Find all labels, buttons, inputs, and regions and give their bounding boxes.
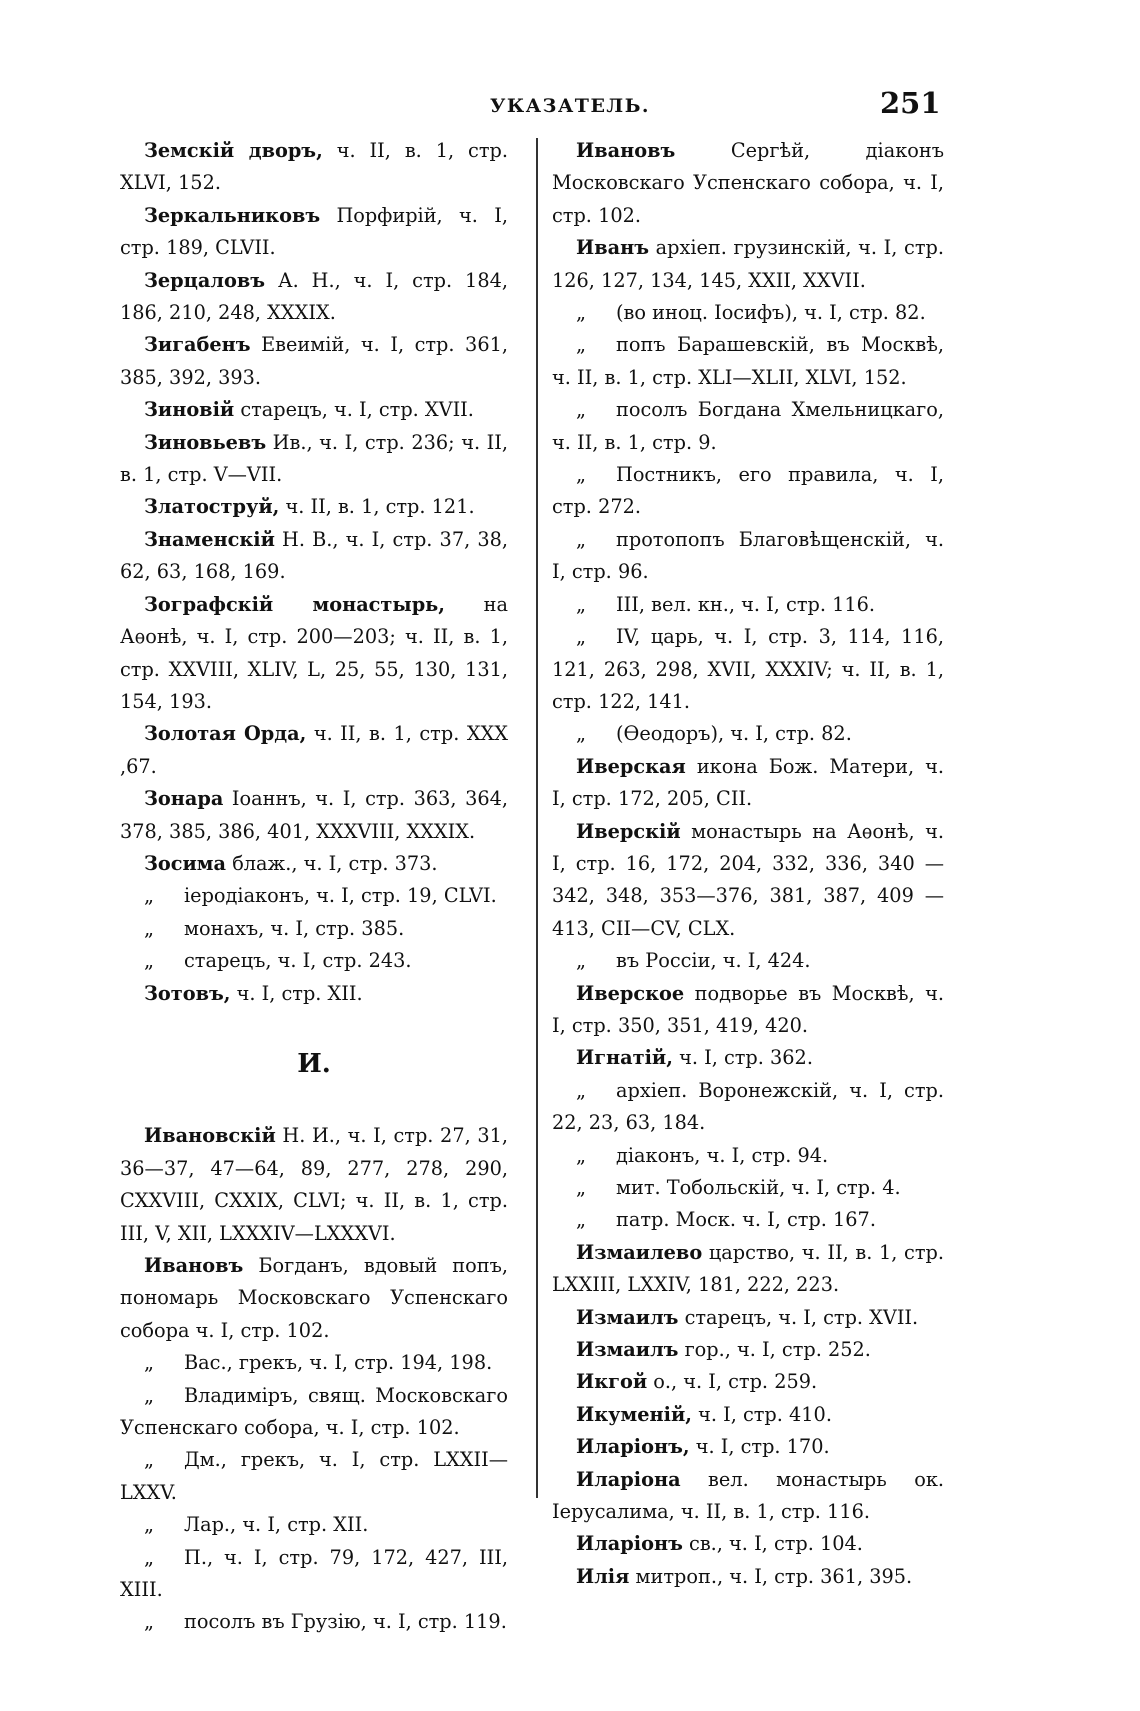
- ditto-mark: „: [576, 301, 586, 325]
- entry-text: діаконъ, ч. I, стр. 94.: [616, 1143, 829, 1167]
- index-entry: [552, 1334, 944, 1366]
- index-subentry: [552, 394, 944, 459]
- entry-headword: Иларіона: [576, 1467, 681, 1491]
- index-subentry: [552, 1075, 944, 1140]
- index-entry: [120, 491, 508, 523]
- entry-text: въ Россіи, ч. I, 424.: [616, 949, 811, 973]
- entry-headword: Зосима: [144, 851, 227, 875]
- index-subentry: [120, 1444, 508, 1509]
- entry-text: Дм., грекъ, ч. I, стр. LXXII—LXXV.: [120, 1448, 508, 1504]
- index-subentry: [120, 1380, 508, 1445]
- ditto-mark: „: [144, 1383, 154, 1407]
- index-entry: [552, 1399, 944, 1431]
- entry-text: на Аѳонѣ, ч. I, стр. 200—203; ч. II, в. 1, стр. XXVIII, XLIV, L, 25, 55, 130, 131, 154, 193.: [120, 592, 508, 713]
- entry-text: посолъ Богдана Хмельницкаго, ч. II, в. 1, стр. 9.: [552, 398, 944, 454]
- entry-text: іеродіаконъ, ч. I, стр. 19, CLVI.: [184, 884, 497, 908]
- ditto-mark: „: [144, 884, 154, 908]
- ditto-mark: „: [576, 722, 586, 746]
- column-divider: [536, 138, 538, 1498]
- entry-headword: Ивановъ: [144, 1254, 244, 1277]
- index-entry: [552, 751, 944, 816]
- index-entry: [552, 135, 944, 232]
- entry-headword: Земскій дворъ,: [144, 139, 323, 162]
- index-entry: [120, 978, 508, 1010]
- entry-headword: Зонара: [144, 787, 224, 811]
- ditto-mark: „: [144, 1545, 154, 1569]
- page-header-title: УКАЗАТЕЛЬ.: [489, 95, 651, 117]
- index-subentry: [552, 329, 944, 394]
- entry-text: ч. I, стр. 170.: [689, 1435, 830, 1459]
- ditto-mark: „: [576, 398, 586, 422]
- index-entry: [120, 135, 508, 200]
- entry-headword: Зеркальниковъ: [144, 203, 321, 227]
- entry-headword: Измаилъ: [576, 1338, 679, 1362]
- entry-headword: Илія: [576, 1564, 630, 1588]
- entry-headword: Ивановъ: [576, 139, 676, 162]
- index-entry: [552, 232, 944, 297]
- ditto-mark: „: [576, 463, 586, 487]
- index-subentry: [120, 1606, 508, 1638]
- ditto-mark: „: [144, 1513, 154, 1537]
- entry-text: гор., ч. I, стр. 252.: [678, 1338, 871, 1362]
- index-entry: [120, 427, 508, 492]
- index-entry: [120, 329, 508, 394]
- index-entry: [120, 1120, 508, 1250]
- entry-text: патр. Моск. ч. I, стр. 167.: [616, 1208, 876, 1232]
- ditto-mark: „: [576, 592, 586, 616]
- ditto-mark: „: [144, 1351, 154, 1375]
- index-entry: [552, 1464, 944, 1529]
- entry-headword: Икгой: [576, 1370, 648, 1394]
- entry-text: архіеп. Воронежскій, ч. I, стр. 22, 23, 63, 184.: [552, 1078, 944, 1135]
- entry-text: митроп., ч. I, стр. 361, 395.: [629, 1564, 913, 1588]
- entry-text: III, вел. кн., ч. I, стр. 116.: [616, 592, 876, 616]
- entry-text: Порфирій, ч. I, стр. 189, CLVII.: [120, 203, 508, 260]
- ditto-mark: „: [576, 527, 586, 551]
- entry-headword: Зотовъ,: [144, 981, 231, 1005]
- entry-text: Ив., ч. I, стр. 236; ч. II, в. 1, стр. V—VII.: [120, 430, 508, 487]
- index-subentry: [120, 1542, 508, 1607]
- entry-text: протопопъ Благовѣщенскій, ч. I, стр. 96.: [552, 527, 944, 584]
- index-entry: [120, 848, 508, 880]
- index-entry: [552, 1366, 944, 1398]
- entry-text: Лар., ч. I, стр. XII.: [184, 1513, 369, 1537]
- entry-headword: Зигабенъ: [144, 333, 251, 357]
- entry-text: блаж., ч. I, стр. 373.: [226, 851, 438, 875]
- entry-headword: Измаилево: [576, 1240, 703, 1264]
- index-subentry: [552, 1172, 944, 1204]
- ditto-mark: „: [576, 949, 586, 973]
- entry-text: Іоаннъ, ч. I, стр. 363, 364, 378, 385, 386, 401, XXXVIII, XXXIX.: [120, 787, 508, 843]
- entry-headword: Иларіонъ,: [576, 1435, 690, 1459]
- entry-headword: Ивановскій: [144, 1124, 276, 1148]
- index-entry: [120, 718, 508, 783]
- ditto-mark: „: [144, 916, 154, 940]
- entry-text: посолъ въ Грузію, ч. I, стр. 119.: [184, 1610, 507, 1634]
- page-number: 251: [880, 86, 941, 120]
- entry-text: о., ч. I, стр. 259.: [647, 1370, 818, 1394]
- index-subentry: [552, 524, 944, 589]
- entry-text: Богданъ, вдовый попъ, пономарь Московскаго Успенскаго собора ч. I, стр. 102.: [120, 1254, 508, 1342]
- entry-headword: Зиновьевъ: [144, 430, 267, 454]
- left-entries-i: [120, 1120, 508, 1639]
- index-entry: [120, 394, 508, 426]
- entry-text: ч. I, стр. XII.: [230, 981, 363, 1005]
- entry-headword: Иверское: [576, 981, 685, 1005]
- entry-text: царство, ч. II, в. 1, стр. LXXIII, LXXIV, 181, 222, 223.: [552, 1240, 944, 1297]
- entry-text: св., ч. I, стр. 104.: [682, 1532, 863, 1556]
- entry-headword: Зиновій: [144, 398, 235, 422]
- index-entry: [120, 783, 508, 848]
- index-entry: [552, 1237, 944, 1302]
- ditto-mark: „: [144, 1610, 154, 1634]
- index-entry: [552, 1528, 944, 1560]
- entry-headword: Игнатій,: [576, 1046, 673, 1070]
- section-letter: И.: [297, 1048, 331, 1079]
- entry-text: старецъ, ч. I, стр. 243.: [184, 949, 412, 973]
- right-column: [552, 135, 944, 1593]
- index-entry: [552, 1431, 944, 1463]
- entry-headword: Золотая Орда,: [144, 722, 307, 746]
- index-subentry: [120, 1347, 508, 1379]
- index-entry: [552, 1042, 944, 1074]
- entry-text: П., ч. I, стр. 79, 172, 427, III, XIII.: [120, 1545, 508, 1602]
- index-entry: [552, 816, 944, 946]
- entry-headword: Иванъ: [576, 236, 650, 260]
- index-subentry: [552, 297, 944, 329]
- index-entry: [552, 978, 944, 1043]
- index-entry: [120, 265, 508, 330]
- entry-text: монахъ, ч. I, стр. 385.: [184, 916, 405, 940]
- entry-text: ч. I, стр. 362.: [672, 1046, 813, 1070]
- index-entry: [552, 1302, 944, 1334]
- entry-text: Н. И., ч. I, стр. 27, 31, 36—37, 47—64, 89, 277, 278, 290, CXXVIII, CXXIX, CLVI; ч. II, в. 1, стр. III, V, XII, LXXXIV—LXXXVI.: [120, 1124, 508, 1245]
- ditto-mark: „: [576, 1078, 586, 1102]
- ditto-mark: „: [576, 1208, 586, 1232]
- entry-headword: Знаменскій: [144, 527, 275, 551]
- index-subentry: [552, 1204, 944, 1236]
- entry-text: (Ѳеодоръ), ч. I, стр. 82.: [616, 722, 852, 746]
- entry-text: архіеп. грузинскій, ч. I, стр. 126, 127, 134, 145, XXII, XXVII.: [552, 236, 944, 292]
- left-entries-z: [120, 135, 508, 1010]
- index-subentry: [120, 913, 508, 945]
- ditto-mark: „: [576, 333, 586, 357]
- index-subentry: [120, 880, 508, 912]
- entry-text: попъ Барашевскій, въ Москвѣ, ч. II, в. 1, стр. XLI—XLII, XLVI, 152.: [552, 333, 944, 389]
- entry-text: старецъ, ч. I, стр. XVII.: [234, 398, 474, 422]
- entry-headword: Иверскій: [576, 819, 681, 843]
- index-subentry: [552, 589, 944, 621]
- entry-headword: Зерцаловъ: [144, 268, 266, 292]
- index-entry: [552, 1561, 944, 1593]
- index-subentry: [552, 1140, 944, 1172]
- entry-text: ч. II, в. 1, стр. XLVI, 152.: [120, 139, 508, 195]
- index-entry: [120, 589, 508, 719]
- ditto-mark: „: [144, 949, 154, 973]
- entry-headword: Измаилъ: [576, 1305, 679, 1329]
- entry-text: Владиміръ, свящ. Московскаго Успенскаго собора, ч. I, стр. 102.: [120, 1383, 508, 1440]
- index-entry: [120, 524, 508, 589]
- index-subentry: [552, 945, 944, 977]
- entry-text: А. Н., ч. I, стр. 184, 186, 210, 248, XXXIX.: [120, 268, 508, 325]
- left-column: [120, 135, 508, 1639]
- entry-text: Сергѣй, діаконъ Московскаго Успенскаго собора, ч. I, стр. 102.: [552, 139, 944, 227]
- entry-text: Постникъ, его правила, ч. I, стр. 272.: [552, 463, 944, 519]
- entry-text: старецъ, ч. I, стр. XVII.: [678, 1305, 919, 1329]
- ditto-mark: „: [576, 625, 586, 649]
- index-subentry: [552, 718, 944, 750]
- index-subentry: [552, 459, 944, 524]
- index-entry: [120, 1250, 508, 1347]
- index-entry: [120, 200, 508, 265]
- entry-text: Н. В., ч. I, стр. 37, 38, 62, 63, 168, 169.: [120, 527, 508, 584]
- index-subentry: [552, 621, 944, 718]
- entry-text: (во иноц. Іосифъ), ч. I, стр. 82.: [616, 301, 926, 325]
- entry-headword: Зографскій монастырь,: [144, 592, 445, 616]
- entry-text: IV, царь, ч. I, стр. 3, 114, 116, 121, 263, 298, XVII, XXXIV; ч. II, в. 1, стр. 122, 141.: [552, 625, 944, 713]
- entry-headword: Иларіонъ: [576, 1532, 683, 1556]
- ditto-mark: „: [576, 1143, 586, 1167]
- entry-text: Евеимій, ч. I, стр. 361, 385, 392, 393.: [120, 333, 508, 389]
- entry-text: ч. II, в. 1, стр. XXX ,67.: [120, 722, 508, 778]
- entry-headword: Иверская: [576, 754, 686, 778]
- entry-text: подворье въ Москвѣ, ч. I, стр. 350, 351, 419, 420.: [552, 981, 944, 1037]
- entry-headword: Икуменій,: [576, 1402, 692, 1426]
- entry-text: вел. монастырь ок. Іерусалима, ч. II, в. 1, стр. 116.: [552, 1467, 944, 1524]
- entry-text: ч. II, в. 1, стр. 121.: [279, 495, 475, 519]
- ditto-mark: „: [144, 1448, 154, 1472]
- entry-text: Вас., грекъ, ч. I, стр. 194, 198.: [184, 1351, 493, 1375]
- index-subentry: [120, 1509, 508, 1541]
- entry-headword: Златоструй,: [144, 495, 280, 519]
- entry-text: монастырь на Аѳонѣ, ч. I, стр. 16, 172, 204, 332, 336, 340 — 342, 348, 353—376, 381, 387, 409 — 413, CII—CV, CLX.: [552, 819, 944, 940]
- index-subentry: [120, 945, 508, 977]
- entry-text: мит. Тобольскій, ч. I, стр. 4.: [616, 1176, 901, 1199]
- entry-text: икона Бож. Матери, ч. I, стр. 172, 205, CII.: [552, 754, 944, 811]
- right-entries: [552, 135, 944, 1593]
- ditto-mark: „: [576, 1176, 586, 1199]
- entry-text: ч. I, стр. 410.: [691, 1402, 832, 1426]
